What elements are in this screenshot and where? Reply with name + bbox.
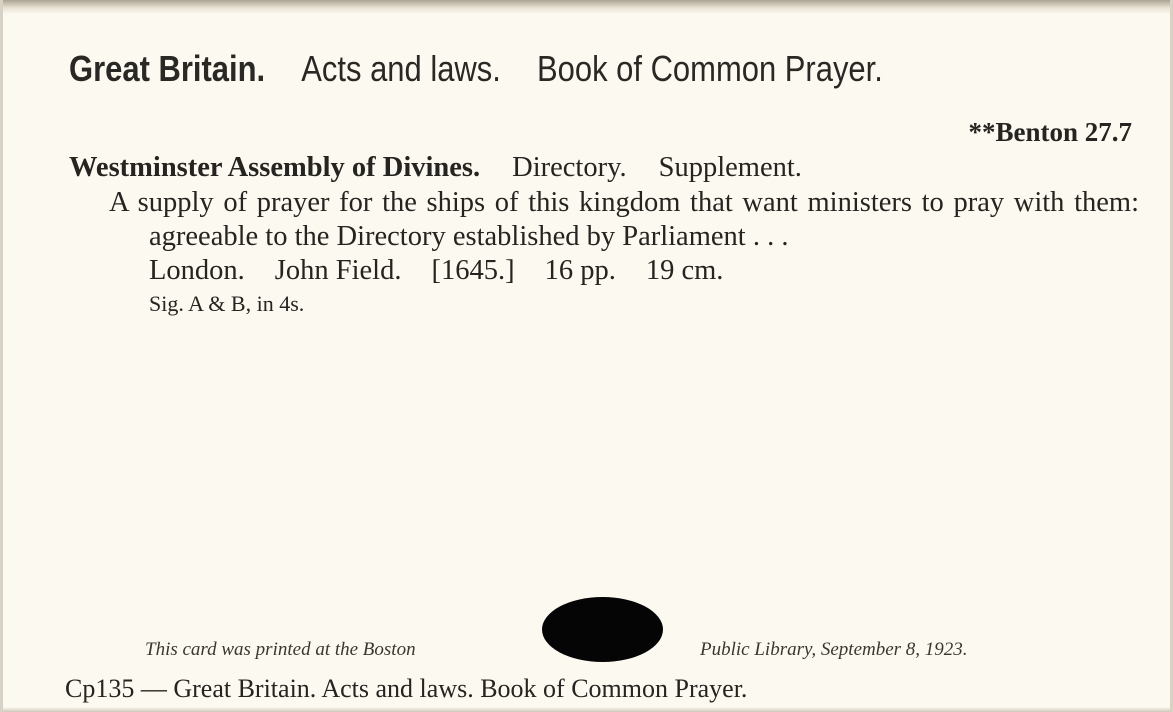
author-name: Westminster Assembly of Divines. [69,152,481,183]
uniform-title-directory: Directory. [512,152,627,183]
card-top-edge-shadow [3,0,1170,14]
catalog-entry [69,151,1139,318]
imprint-date: [1645.] [431,255,515,286]
dimensions: 19 cm. [645,255,724,286]
uniform-title-supplement: Supplement. [658,152,802,183]
author-line [69,151,1139,185]
signature-note: Sig. A & B, in 4s. [149,291,305,316]
call-number: **Benton 27.7 [968,117,1132,147]
heading-part-prayer-book: Book of Common Prayer. [536,48,883,89]
card-bottom-edge [3,707,1170,712]
title-statement: A supply of prayer for the ships of this kingdom that want ministers to pray with them: agreeable to the Directory established by Parliament . . . [109,187,1139,252]
printer-statement-left: This card was printed at the Boston [145,639,416,660]
heading-subject: Great Britain. [69,48,266,89]
tracing-line: Cp135 — Great Britain. Acts and laws. Book of Common Prayer. [65,674,748,703]
imprint-publisher: John Field. [274,255,402,286]
heading-part-acts: Acts and laws. [301,48,501,89]
printer-statement-right: Public Library, September 8, 1923. [700,639,968,660]
subject-heading [69,44,883,94]
imprint-place: London. [149,255,245,286]
pagination: 16 pp. [544,255,616,286]
redaction-mark [542,597,663,662]
imprint-line [149,254,1139,288]
